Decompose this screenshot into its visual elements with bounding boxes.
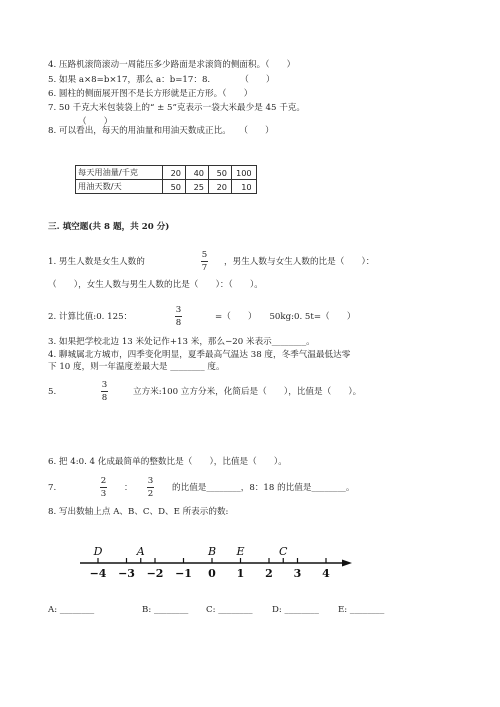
fraction-bar — [101, 391, 108, 392]
fill-question-2-part-b: =（ ） 50kg:0. 5t=（ ） — [215, 312, 356, 322]
fill-question-5-number: 5. — [48, 387, 57, 397]
fraction-3-8 — [175, 305, 182, 328]
answer-e: E: ________ — [338, 605, 385, 615]
judge-question-7: 7. 50 千克大米包装袋上的“ ± 5”克表示一袋大米最少是 45 千克。 — [48, 103, 305, 113]
number-line-point-label: C — [279, 545, 288, 558]
fraction-numerator: 2 — [100, 476, 107, 486]
fill-question-3: 3. 如果把学校北边 13 米处记作+13 米，那么−20 米表示________。 — [48, 337, 315, 347]
fraction-2-3 — [100, 476, 107, 499]
number-line-tick-label: −3 — [118, 567, 135, 580]
fraction-bar — [100, 487, 107, 488]
fill-question-4-line-2: 下 10 度，则一年温度差最大是 ________ 度。 — [48, 362, 225, 372]
number-line-point-label: E — [236, 545, 245, 558]
oil-usage-table — [75, 165, 257, 194]
table-cell: 50 — [209, 166, 232, 180]
number-line-point-label: D — [93, 545, 103, 558]
fraction-numerator: 5 — [201, 250, 208, 260]
fraction-denominator: 8 — [175, 318, 182, 328]
answer-d: D: ________ — [272, 605, 319, 615]
number-line-tick-label: 0 — [208, 567, 216, 580]
answer-a: A: ________ — [48, 605, 95, 615]
fill-question-5-text: 立方米:100 立方分米，化简后是（ ），比值是（ ）。 — [133, 387, 362, 397]
table-cell: 20 — [163, 166, 186, 180]
section-title: 三. 填空题(共 8 题，共 20 分) — [48, 222, 170, 232]
fraction-denominator: 3 — [100, 489, 107, 499]
table-row — [76, 166, 257, 180]
judge-question-5: 5. 如果 a×8=b×17，那么 a：b=17：8. （ ） — [48, 75, 275, 85]
fraction-bar — [147, 487, 154, 488]
fill-question-4-line-1: 4. 聊城属北方城市，四季变化明显，夏季最高气温达 38 度，冬季气温最低达零 — [48, 350, 351, 360]
number-line-tick-label: 4 — [322, 567, 330, 580]
fill-question-7-number: 7. — [48, 483, 57, 493]
fraction-denominator: 8 — [101, 393, 108, 403]
fraction-bar — [201, 261, 208, 262]
number-line-point-label: B — [207, 545, 217, 558]
table-cell: 10 — [232, 180, 257, 194]
answer-b: B: ________ — [142, 605, 189, 615]
judge-question-8: 8. 可以看出，每天的用油量和用油天数成正比。 （ ） — [48, 126, 274, 136]
table-cell: 20 — [209, 180, 232, 194]
table-cell: 50 — [163, 180, 186, 194]
number-line-tick-label: 2 — [265, 567, 273, 580]
fill-question-2-part-a: 2. 计算比值:0. 125： — [48, 312, 133, 322]
fill-question-8: 8. 写出数轴上点 A、B、C、D、E 所表示的数: — [48, 507, 229, 517]
number-line-tick-label: 3 — [293, 567, 302, 580]
fraction-denominator: 2 — [147, 489, 154, 499]
fill-question-1-part-b: ，男生人数与女生人数的比是（ ）： — [224, 257, 375, 267]
fraction-bar — [175, 316, 182, 317]
table-cell: 100 — [232, 166, 257, 180]
number-line-tick-label: −1 — [175, 567, 192, 580]
ratio-colon: ： — [124, 483, 133, 493]
table-row-label: 每天用油量/千克 — [76, 166, 163, 180]
fraction-5-7 — [201, 250, 208, 273]
fill-question-1-part-c: （ ），女生人数与男生人数的比是（ ）：（ ）。 — [48, 280, 263, 290]
table-cell: 40 — [186, 166, 209, 180]
judge-question-7-answer: （ ） — [78, 117, 113, 127]
fraction-numerator: 3 — [175, 305, 182, 315]
fraction-3-2 — [147, 476, 154, 499]
number-line-arrow — [342, 560, 352, 567]
number-line-tick-label: 1 — [236, 567, 245, 580]
fraction-numerator: 3 — [101, 380, 108, 390]
fraction-3-8 — [101, 380, 108, 403]
number-line — [0, 535, 500, 595]
table-cell: 25 — [186, 180, 209, 194]
number-line-point-label: A — [136, 545, 145, 558]
fill-question-1-part-a: 1. 男生人数是女生人数的 — [48, 257, 145, 267]
fill-question-6: 6. 把 4:0. 4 化成最简单的整数比是（ ），比值是（ ）。 — [48, 457, 287, 467]
fraction-numerator: 3 — [147, 476, 154, 486]
answer-c: C: ________ — [206, 605, 253, 615]
number-line-tick-label: −2 — [146, 567, 164, 580]
table-row-label: 用油天数/天 — [76, 180, 163, 194]
fill-question-7-text: 的比值是________，8：18 的比值是________。 — [172, 483, 355, 493]
judge-question-4: 4. 压路机滚筒滚动一周能压多少路面是求滚筒的侧面积。（ ） — [48, 60, 296, 70]
judge-question-6: 6. 圆柱的侧面展开图不是长方形就是正方形。（ ） — [48, 89, 253, 99]
number-line-tick-label: −4 — [89, 567, 107, 580]
table-row — [76, 180, 257, 194]
fraction-denominator: 7 — [201, 263, 208, 273]
